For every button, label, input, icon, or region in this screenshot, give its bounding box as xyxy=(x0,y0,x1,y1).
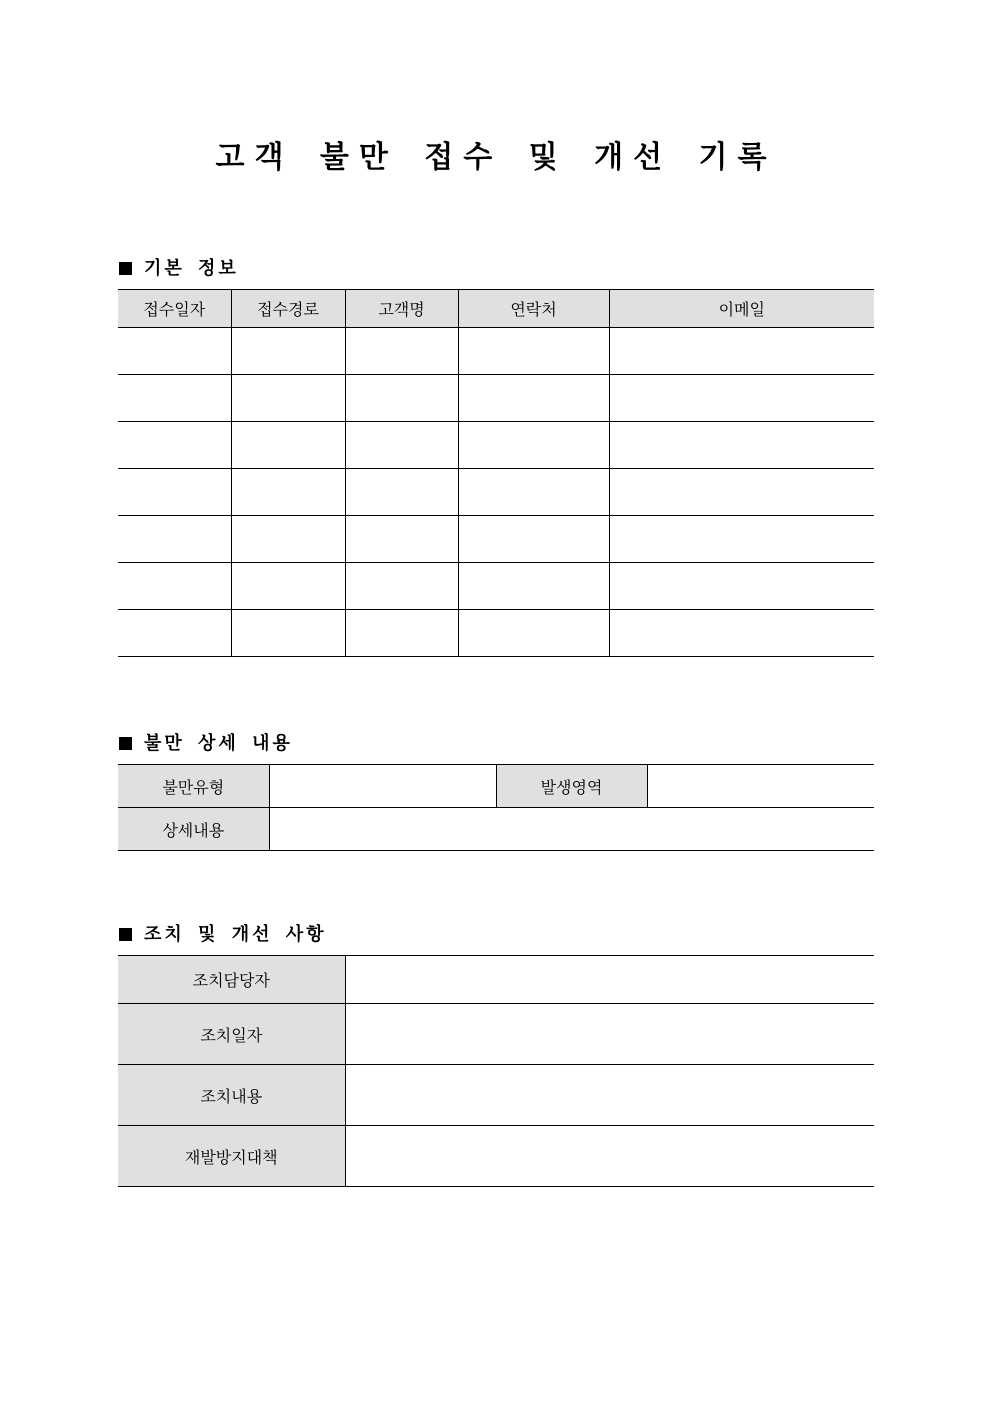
cell-customer-name[interactable] xyxy=(345,328,458,375)
cell-email[interactable] xyxy=(609,610,874,657)
section-heading-detail-text: 불만 상세 내용 xyxy=(144,733,293,754)
prevention-plan-field[interactable] xyxy=(345,1126,874,1187)
cell-receipt-date[interactable] xyxy=(118,422,231,469)
section-heading-basic xyxy=(119,254,239,280)
cell-customer-name[interactable] xyxy=(345,469,458,516)
header-customer-name: 고객명 xyxy=(345,290,458,328)
cell-contact[interactable] xyxy=(458,469,609,516)
occurrence-area-label: 발생영역 xyxy=(496,765,647,808)
detail-content-label: 상세내용 xyxy=(118,808,269,851)
cell-contact[interactable] xyxy=(458,375,609,422)
table-row xyxy=(118,422,874,469)
square-bullet-icon xyxy=(119,737,132,750)
square-bullet-icon xyxy=(119,262,132,275)
square-bullet-icon xyxy=(119,928,132,941)
cell-receipt-date[interactable] xyxy=(118,563,231,610)
header-receipt-channel: 접수경로 xyxy=(231,290,345,328)
table-row xyxy=(118,1126,874,1187)
cell-email[interactable] xyxy=(609,375,874,422)
cell-receipt-channel[interactable] xyxy=(231,610,345,657)
cell-email[interactable] xyxy=(609,422,874,469)
table-row xyxy=(118,516,874,563)
prevention-plan-label: 재발방지대책 xyxy=(118,1126,345,1187)
cell-receipt-date[interactable] xyxy=(118,375,231,422)
table-row xyxy=(118,563,874,610)
action-table xyxy=(118,955,874,1187)
cell-email[interactable] xyxy=(609,516,874,563)
action-date-field[interactable] xyxy=(345,1004,874,1065)
cell-contact[interactable] xyxy=(458,610,609,657)
section-heading-action-text: 조치 및 개선 사항 xyxy=(144,924,327,945)
cell-contact[interactable] xyxy=(458,422,609,469)
table-row xyxy=(118,956,874,1004)
cell-customer-name[interactable] xyxy=(345,610,458,657)
complaint-type-label: 불만유형 xyxy=(118,765,269,808)
cell-receipt-date[interactable] xyxy=(118,610,231,657)
header-contact: 연락처 xyxy=(458,290,609,328)
table-row xyxy=(118,1004,874,1065)
table-row xyxy=(118,610,874,657)
cell-email[interactable] xyxy=(609,328,874,375)
cell-email[interactable] xyxy=(609,469,874,516)
action-manager-field[interactable] xyxy=(345,956,874,1004)
cell-receipt-channel[interactable] xyxy=(231,563,345,610)
occurrence-area-field[interactable] xyxy=(647,765,874,808)
table-row xyxy=(118,469,874,516)
cell-receipt-channel[interactable] xyxy=(231,516,345,563)
action-manager-label: 조치담당자 xyxy=(118,956,345,1004)
action-content-label: 조치내용 xyxy=(118,1065,345,1126)
section-heading-basic-text: 기본 정보 xyxy=(144,258,239,279)
action-content-field[interactable] xyxy=(345,1065,874,1126)
cell-customer-name[interactable] xyxy=(345,375,458,422)
table-row xyxy=(118,765,874,808)
cell-contact[interactable] xyxy=(458,563,609,610)
section-heading-detail xyxy=(119,729,293,755)
table-row xyxy=(118,808,874,851)
cell-email[interactable] xyxy=(609,563,874,610)
cell-receipt-channel[interactable] xyxy=(231,469,345,516)
cell-receipt-date[interactable] xyxy=(118,469,231,516)
action-date-label: 조치일자 xyxy=(118,1004,345,1065)
table-header-row xyxy=(118,290,874,328)
cell-receipt-channel[interactable] xyxy=(231,328,345,375)
detail-content-field[interactable] xyxy=(269,808,874,851)
complaint-detail-table xyxy=(118,764,874,851)
table-row xyxy=(118,1065,874,1126)
cell-receipt-date[interactable] xyxy=(118,328,231,375)
complaint-type-field[interactable] xyxy=(269,765,496,808)
table-row xyxy=(118,375,874,422)
cell-receipt-channel[interactable] xyxy=(231,422,345,469)
basic-info-table xyxy=(118,289,874,657)
table-row xyxy=(118,328,874,375)
document-title: 고객 불만 접수 및 개선 기록 xyxy=(215,140,777,175)
cell-contact[interactable] xyxy=(458,328,609,375)
header-email: 이메일 xyxy=(609,290,874,328)
cell-receipt-date[interactable] xyxy=(118,516,231,563)
cell-customer-name[interactable] xyxy=(345,422,458,469)
cell-customer-name[interactable] xyxy=(345,516,458,563)
cell-customer-name[interactable] xyxy=(345,563,458,610)
section-heading-action xyxy=(119,920,327,946)
header-receipt-date: 접수일자 xyxy=(118,290,231,328)
cell-receipt-channel[interactable] xyxy=(231,375,345,422)
cell-contact[interactable] xyxy=(458,516,609,563)
